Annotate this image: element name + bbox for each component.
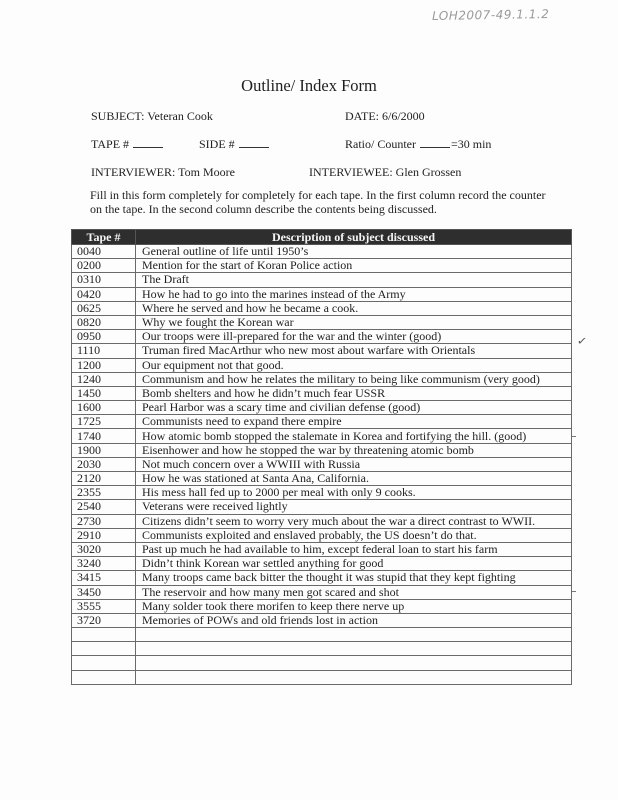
table-row	[72, 372, 572, 386]
index-table	[71, 229, 572, 685]
tape-counter-cell	[72, 670, 136, 684]
tape-counter-cell: 3020	[72, 542, 136, 556]
tape-counter-cell: 1725	[72, 415, 136, 429]
table-row	[72, 571, 572, 585]
tape-counter-cell: 1110	[72, 344, 136, 358]
tape-counter-cell: 2120	[72, 472, 136, 486]
table-row	[72, 514, 572, 528]
table-row	[72, 670, 572, 684]
table-row	[72, 415, 572, 429]
form-title: Outline/ Index Form	[241, 76, 377, 95]
margin-tick-mark	[572, 591, 576, 592]
description-cell: Eisenhower and how he stopped the war by threatening atomic bomb	[136, 443, 572, 457]
description-cell: Communists need to expand there empire	[136, 415, 572, 429]
table-row	[72, 245, 572, 259]
tape-counter-cell: 3240	[72, 557, 136, 571]
table-row	[72, 585, 572, 599]
table-row	[72, 273, 572, 287]
tape-counter-cell: 3415	[72, 571, 136, 585]
ratio-counter-field	[345, 137, 491, 152]
tape-counter-cell: 3720	[72, 613, 136, 627]
header-tape-number: Tape #	[72, 230, 136, 245]
tape-counter-cell: 1240	[72, 372, 136, 386]
table-row	[72, 457, 572, 471]
side-number-field	[199, 137, 270, 152]
instructions-text: Fill in this form completely for completely for each tape. In the first column record the counter on the tape. In the second column describe the contents being discussed.	[90, 188, 546, 216]
description-cell: Pearl Harbor was a scary time and civilian defense (good)	[136, 401, 572, 415]
tape-counter-cell: 2355	[72, 486, 136, 500]
table-header-row	[72, 230, 572, 245]
description-cell: Memories of POWs and old friends lost in action	[136, 613, 572, 627]
table-row	[72, 386, 572, 400]
table-row	[72, 628, 572, 642]
ratio-counter-label: Ratio/ Counter	[345, 137, 416, 151]
table-row	[72, 542, 572, 556]
table-row	[72, 443, 572, 457]
description-cell: Where he served and how he became a cook.	[136, 301, 572, 315]
table-row	[72, 557, 572, 571]
tape-counter-cell	[72, 642, 136, 656]
tape-counter-cell: 0200	[72, 259, 136, 273]
tape-counter-cell: 2730	[72, 514, 136, 528]
margin-tick-mark	[572, 436, 576, 437]
table-row	[72, 259, 572, 273]
table-row	[72, 500, 572, 514]
tape-counter-cell: 1600	[72, 401, 136, 415]
description-cell: Communists exploited and enslaved probably, the US doesn’t do that.	[136, 528, 572, 542]
description-cell: Veterans were received lightly	[136, 500, 572, 514]
table-row	[72, 287, 572, 301]
table-body	[72, 245, 572, 685]
table-row	[72, 599, 572, 613]
ratio-counter-blank[interactable]	[420, 137, 450, 148]
table-row	[72, 429, 572, 443]
tape-counter-cell: 2030	[72, 457, 136, 471]
subject-field: SUBJECT: Veteran Cook	[91, 109, 213, 123]
table-row	[72, 613, 572, 627]
description-cell: General outline of life until 1950’s	[136, 245, 572, 259]
header-description: Description of subject discussed	[136, 230, 572, 245]
description-cell: Bomb shelters and how he didn’t much fear USSR	[136, 386, 572, 400]
tape-counter-cell: 1200	[72, 358, 136, 372]
interviewee-field: INTERVIEWEE: Glen Grossen	[309, 165, 462, 179]
table-row	[72, 656, 572, 670]
tape-counter-cell: 3450	[72, 585, 136, 599]
table-row	[72, 472, 572, 486]
description-cell: The reservoir and how many men got scared and shot	[136, 585, 572, 599]
tape-counter-cell: 0310	[72, 273, 136, 287]
description-cell: Many solder took there morifen to keep there nerve up	[136, 599, 572, 613]
description-cell: Many troops came back bitter the thought it was stupid that they kept fighting	[136, 571, 572, 585]
description-cell: Didn’t think Korean war settled anything for good	[136, 557, 572, 571]
table-row	[72, 330, 572, 344]
table-row	[72, 528, 572, 542]
tape-counter-cell: 1740	[72, 429, 136, 443]
ratio-counter-suffix: =30 min	[451, 137, 492, 151]
accession-number: LOH2007-49.1.1.2	[431, 6, 550, 24]
tape-counter-cell: 1450	[72, 386, 136, 400]
tape-counter-cell: 2540	[72, 500, 136, 514]
table-row	[72, 642, 572, 656]
description-cell: How he was stationed at Santa Ana, California.	[136, 472, 572, 486]
description-cell: Why we fought the Korean war	[136, 315, 572, 329]
table-row	[72, 315, 572, 329]
description-cell	[136, 628, 572, 642]
table-row	[72, 401, 572, 415]
checkmark-icon: ✓	[576, 333, 589, 349]
date-field: DATE: 6/6/2000	[345, 109, 425, 123]
description-cell: His mess hall fed up to 2000 per meal with only 9 cooks.	[136, 486, 572, 500]
description-cell	[136, 670, 572, 684]
table-row	[72, 344, 572, 358]
description-cell: Citizens didn’t seem to worry very much about the war a direct contrast to WWII.	[136, 514, 572, 528]
tape-counter-cell: 2910	[72, 528, 136, 542]
side-number-blank[interactable]	[239, 137, 269, 148]
tape-number-blank[interactable]	[133, 137, 163, 148]
description-cell: How atomic bomb stopped the stalemate in Korea and fortifying the hill. (good)	[136, 429, 572, 443]
tape-counter-cell: 0040	[72, 245, 136, 259]
description-cell: Our troops were ill-prepared for the war and the winter (good)	[136, 330, 572, 344]
tape-counter-cell	[72, 656, 136, 670]
description-cell: The Draft	[136, 273, 572, 287]
description-cell	[136, 656, 572, 670]
side-number-label: SIDE #	[199, 137, 235, 151]
table-row	[72, 358, 572, 372]
description-cell: Truman fired MacArthur who new most about warfare with Orientals	[136, 344, 572, 358]
tape-counter-cell: 0420	[72, 287, 136, 301]
description-cell: Mention for the start of Koran Police action	[136, 259, 572, 273]
description-cell: Not much concern over a WWIII with Russia	[136, 457, 572, 471]
tape-counter-cell: 0950	[72, 330, 136, 344]
tape-number-field	[91, 137, 164, 152]
tape-counter-cell	[72, 628, 136, 642]
interviewer-field: INTERVIEWER: Tom Moore	[91, 165, 235, 179]
description-cell: How he had to go into the marines instead of the Army	[136, 287, 572, 301]
description-cell: Our equipment not that good.	[136, 358, 572, 372]
description-cell	[136, 642, 572, 656]
tape-number-label: TAPE #	[91, 137, 130, 151]
table-row	[72, 301, 572, 315]
tape-counter-cell: 0820	[72, 315, 136, 329]
tape-counter-cell: 3555	[72, 599, 136, 613]
description-cell: Past up much he had available to him, except federal loan to start his farm	[136, 542, 572, 556]
table-row	[72, 486, 572, 500]
description-cell: Communism and how he relates the military to being like communism (very good)	[136, 372, 572, 386]
tape-counter-cell: 1900	[72, 443, 136, 457]
tape-counter-cell: 0625	[72, 301, 136, 315]
